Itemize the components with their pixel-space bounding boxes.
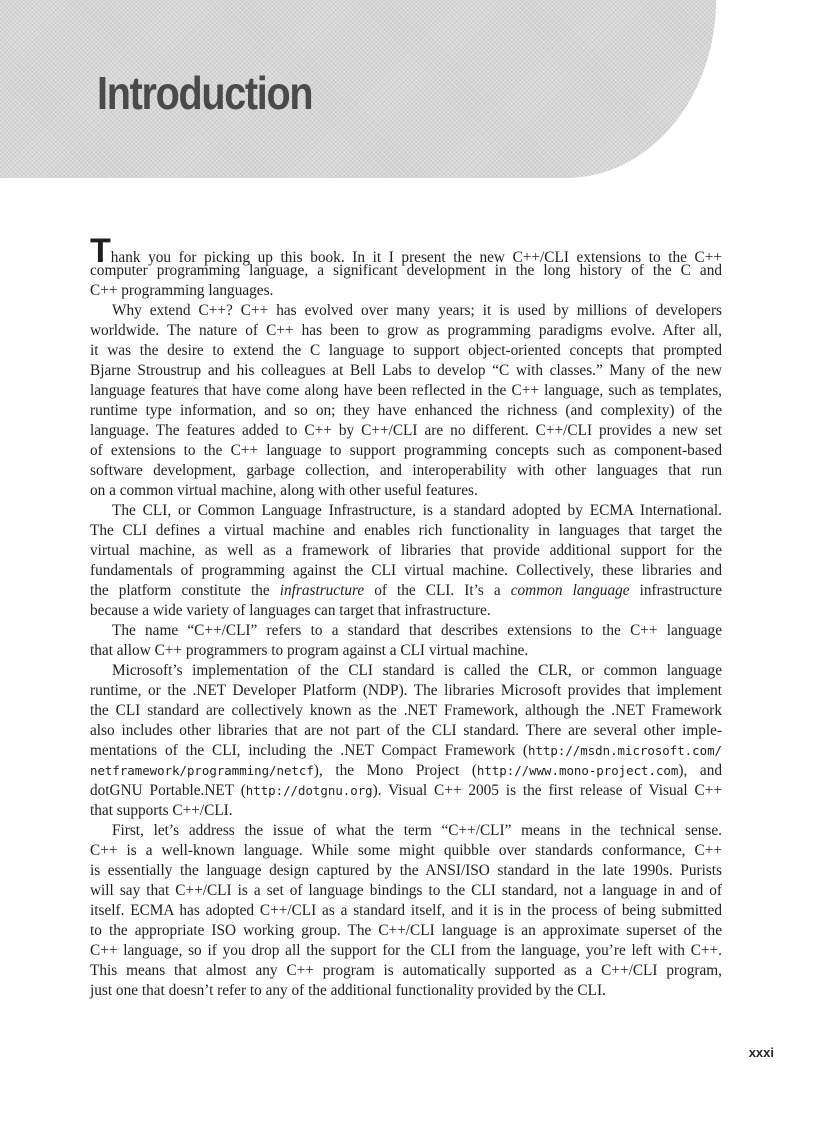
text-line: runtime type information, and so on; they have enhanced the richness (and complexity) of the	[90, 402, 722, 419]
text-line: itself. ECMA has adopted C++/CLI as a standard itself, and it is in the process of being submitted	[90, 902, 722, 919]
emphasis-text: common language	[510, 582, 630, 599]
text-line: Microsoft’s implementation of the CLI standard is called the CLR, or common language	[112, 662, 722, 679]
text-line: to the appropriate ISO working group. The C++/CLI language is an approximate superset of the	[90, 922, 722, 939]
text-line: runtime, or the .NET Developer Platform (NDP). The libraries Microsoft provides that implement	[90, 682, 722, 699]
text-segment: the platform constitute the	[90, 582, 280, 599]
text-line: that allow C++ programmers to program against a CLI virtual machine.	[90, 642, 529, 659]
text-line: This means that almost any C++ program is automatically supported as a C++/CLI program,	[90, 962, 722, 979]
text-line	[90, 741, 722, 761]
text-line: The CLI defines a virtual machine and enables rich functionality in languages that target the	[90, 522, 722, 539]
text-line: will say that C++/CLI is a set of language bindings to the CLI standard, not a language in and of	[90, 882, 722, 899]
text-line: computer programming language, a significant development in the long history of the C and	[90, 262, 722, 279]
text-segment: mentations of the CLI, including the .NET Compact Framework (	[90, 742, 529, 759]
text-segment: of the CLI. It’s a	[364, 582, 511, 599]
text-line-content: hank you for picking up this book. In it I present the new C++/CLI extensions to the C++	[110, 249, 722, 266]
text-line: worldwide. The nature of C++ has been to grow as programming paradigms evolve. After all,	[90, 322, 722, 339]
drop-cap: T	[90, 232, 111, 270]
text-line: software development, garbage collection, and interoperability with other languages that run	[90, 462, 722, 479]
text-segment: ). Visual C++ 2005 is the first release of Visual C++	[372, 782, 722, 799]
url-text: http://msdn.microsoft.com/	[528, 743, 722, 758]
text-line: on a common virtual machine, along with other useful features.	[90, 482, 478, 499]
text-line: Why extend C++? C++ has evolved over many years; it is used by millions of developers	[112, 302, 722, 319]
text-line: fundamentals of programming against the CLI virtual machine. Collectively, these libraries and	[90, 562, 722, 579]
text-line: just one that doesn’t refer to any of the additional functionality provided by the CLI.	[90, 982, 606, 999]
text-line: the CLI standard are collectively known as the .NET Framework, although the .NET Framework	[90, 702, 722, 719]
text-line: Bjarne Stroustrup and his colleagues at Bell Labs to develop “C with classes.” Many of the new	[90, 362, 722, 379]
url-text: http://www.mono-project.com	[476, 763, 679, 778]
text-line: C++ is a well-known language. While some might quibble over standards conformance, C++	[90, 842, 722, 859]
text-line	[90, 781, 722, 801]
text-line: language features that have come along have been reflected in the C++ language, such as templates,	[90, 382, 722, 399]
text-line: language. The features added to C++ by C++/CLI are no different. C++/CLI provides a new set	[90, 422, 722, 439]
text-line: that supports C++/CLI.	[90, 802, 233, 819]
text-line: C++ programming languages.	[90, 282, 274, 299]
text-segment: ), and	[678, 762, 722, 779]
text-segment: dotGNU Portable.NET (	[90, 782, 246, 799]
text-line: of extensions to the C++ language to support programming concepts such as component-based	[90, 442, 722, 459]
text-line	[90, 581, 722, 601]
url-text: http://dotgnu.org	[245, 783, 373, 798]
text-segment: ), the Mono Project (	[313, 762, 477, 779]
text-line	[90, 232, 722, 270]
text-line: is essentially the language design captured by the ANSI/ISO standard in the late 1990s. Purists	[90, 862, 722, 879]
text-line: C++ language, so if you drop all the support for the CLI from the language, you’re left with C++.	[90, 942, 722, 959]
text-line: it was the desire to extend the C language to support object-oriented concepts that prompted	[90, 342, 722, 359]
page-number: xxxi	[748, 1045, 774, 1060]
text-line	[90, 761, 722, 781]
text-line: virtual machine, as well as a framework of libraries that provide additional support for the	[90, 542, 722, 559]
chapter-title: Introduction	[97, 67, 313, 119]
url-text: netframework/programming/netcf	[90, 763, 314, 778]
text-line: also includes other libraries that are not part of the CLI standard. There are several other imple-	[90, 722, 722, 739]
text-line: The CLI, or Common Language Infrastructure, is a standard adopted by ECMA International.	[112, 502, 722, 519]
emphasis-text: infrastructure	[279, 582, 365, 599]
text-line: because a wide variety of languages can target that infrastructure.	[90, 602, 491, 619]
body-text	[90, 232, 722, 1001]
text-line: First, let’s address the issue of what the term “C++/CLI” means in the technical sense.	[112, 822, 722, 839]
text-segment: infrastructure	[629, 582, 722, 599]
text-line: The name “C++/CLI” refers to a standard that describes extensions to the C++ language	[112, 622, 722, 639]
